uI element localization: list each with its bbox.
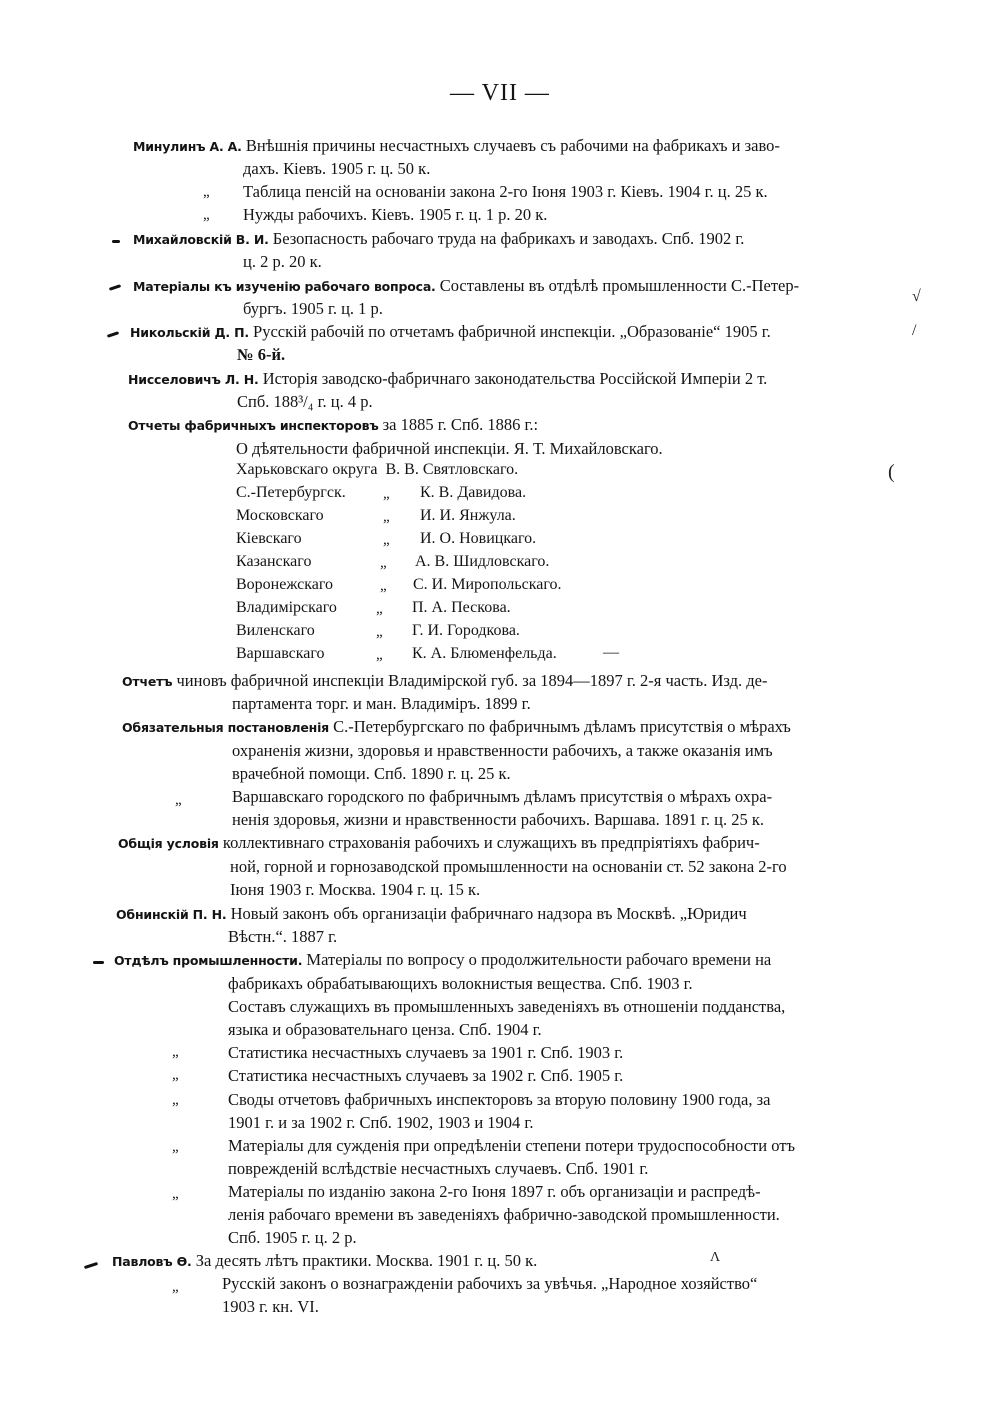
entry-mandatory-line1: [122, 716, 791, 739]
margin-dash-mark: [112, 240, 120, 243]
entry-text: Русскій законъ о вознагражденіи рабочихъ за увѣчья. „Народное хозяйство“: [222, 1274, 758, 1293]
entry-text: Нужды рабочихъ. Кіевъ. 1905 г. ц. 1 р. 20 к.: [243, 205, 548, 224]
entry-text: Безопасность рабочаго труда на фабрикахъ и заводахъ. Спб. 1902 г.: [272, 229, 745, 248]
entry-text: дахъ. Кіевъ. 1905 г. ц. 50 к.: [243, 159, 431, 178]
entry-text: поврежденій вслѣдствіе несчастныхъ случаевъ. Спб. 1901 г.: [228, 1159, 649, 1178]
district: Московскаго: [236, 507, 324, 524]
margin-slash-mark: /: [912, 322, 917, 339]
ditto-mark: „: [376, 624, 383, 640]
ditto-mark: „: [203, 184, 210, 200]
district: Варшавскаго: [236, 645, 325, 662]
ditto-mark: „: [172, 1067, 179, 1083]
entry-text: Своды отчетовъ фабричныхъ инспекторовъ за вторую половину 1900 года, за: [228, 1090, 771, 1109]
entry-text: языка и образовательнаго ценза. Спб. 1904 г.: [228, 1020, 542, 1039]
entry-pavlov-line1: [112, 1250, 537, 1273]
entry-text: бургъ. 1905 г. ц. 1 р.: [243, 299, 383, 318]
author-name: Павловъ Ѳ.: [112, 1254, 192, 1269]
ditto-mark: „: [383, 509, 390, 525]
margin-caret-mark: Λ: [710, 1250, 721, 1265]
entry-text: ненія здоровья, жизни и нравственности рабочихъ. Варшава. 1891 г. ц. 25 к.: [232, 810, 764, 829]
entry-text: охраненія жизни, здоровья и нравственности рабочихъ, а также оказанія имъ: [232, 741, 773, 760]
table-row: [236, 507, 324, 525]
entry-text: ц. 2 р. 20 к.: [243, 252, 322, 271]
entry-text: С.-Петербургскаго по фабричнымъ дѣламъ присутствія о мѣрахъ: [333, 717, 791, 736]
entry-text: Статистика несчастныхъ случаевъ за 1902 г. Спб. 1905 г.: [228, 1066, 624, 1085]
entry-text: Русскій рабочій по отчетамъ фабричной инспекціи. „Образованіе“ 1905 г.: [253, 322, 771, 341]
entry-text: Составъ служащихъ въ промышленныхъ заведеніяхъ въ отношеніи подданства,: [228, 997, 786, 1016]
table-row: [236, 576, 333, 594]
entry-obninsky-line1: [116, 903, 747, 926]
margin-dash-mark: [93, 961, 104, 964]
author-name: Отдѣлъ промышленности.: [114, 953, 303, 968]
table-row: [236, 599, 337, 617]
margin-paren-mark: (: [888, 461, 895, 483]
entry-reports-heading: [128, 414, 538, 437]
author-name: Отчетъ: [122, 674, 173, 689]
ditto-mark: „: [172, 1139, 179, 1155]
entry-nisselovich-line1: [128, 368, 767, 391]
entry-text: Исторія заводско-фабричнаго законодательства Россійской Имперіи 2 т.: [262, 369, 768, 388]
entry-text: Статистика несчастныхъ случаевъ за 1901 г. Спб. 1903 г.: [228, 1043, 624, 1062]
ditto-mark: „: [380, 578, 387, 594]
ditto-mark: „: [383, 486, 390, 502]
inspector-name: К. А. Блюменфельда.: [412, 645, 557, 662]
entry-nikolsky-line1: [130, 321, 771, 344]
entry-text: Таблица пенсій на основаніи закона 2-го Іюня 1903 г. Кіевъ. 1904 г. ц. 25 к.: [243, 182, 768, 201]
district: Кіевскаго: [236, 530, 302, 547]
ditto-mark: „: [380, 555, 387, 571]
entry-text: ной, горной и горнозаводской промышленности на основаніи ст. 52 закона 2-го: [230, 857, 787, 876]
margin-check-mark: √: [912, 288, 921, 305]
entry-text: Вѣстн.“. 1887 г.: [228, 927, 338, 946]
district: Виленскаго: [236, 622, 315, 639]
author-name: Минулинъ А. А.: [133, 139, 242, 154]
entry-mikhailovsky-line1: [133, 228, 744, 251]
entry-text: Спб. 1905 г. ц. 2 р.: [228, 1228, 357, 1247]
entry-text: чиновъ фабричной инспекціи Владимірской губ. за 1894—1897 г. 2-я часть. Изд. де-: [176, 671, 768, 690]
inspector-name: И. И. Янжула.: [420, 507, 516, 524]
inspector-name: П. А. Пескова.: [412, 599, 511, 616]
entry-text: врачебной помощи. Спб. 1890 г. ц. 25 к.: [232, 764, 511, 783]
entry-text: 1901 г. и за 1902 г. Спб. 1902, 1903 и 1904 г.: [228, 1113, 534, 1132]
entry-materials-line1: [133, 275, 799, 298]
author-name: Матеріалы къ изученію рабочаго вопроса.: [133, 279, 436, 294]
entry-text: 1903 г. кн. VI.: [222, 1297, 319, 1316]
entry-text: Матеріалы по вопросу о продолжительности рабочаго времени на: [306, 950, 772, 969]
ditto-mark: „: [376, 647, 383, 663]
inspector-name: А. В. Шидловскаго.: [415, 553, 550, 570]
entry-text: за 1885 г. Спб. 1886 г.:: [382, 415, 539, 434]
entry-text: Іюня 1903 г. Москва. 1904 г. ц. 15 к.: [230, 880, 481, 899]
entry-text: ленія рабочаго времени въ заведеніяхъ фабрично-заводской промышленности.: [228, 1205, 780, 1224]
ditto-mark: „: [175, 792, 182, 808]
author-name: Михайловскій В. И.: [133, 232, 269, 247]
table-row: [236, 553, 311, 571]
entry-text: Внѣшнія причины несчастныхъ случаевъ съ рабочими на фабрикахъ и заво-: [245, 136, 780, 155]
table-row: [236, 622, 315, 640]
entry-text: Варшавскаго городского по фабричнымъ дѣламъ присутствія о мѣрахъ охра-: [232, 787, 773, 806]
entry-industry-dept-line1: [114, 949, 771, 972]
entry-text: № 6-й.: [237, 345, 286, 364]
author-name: Обязательныя постановленія: [122, 720, 330, 735]
author-name: Никольскій Д. П.: [130, 325, 249, 340]
ditto-mark: „: [172, 1044, 179, 1060]
inspector-name: С. И. Миропольскаго.: [413, 576, 562, 593]
entry-text: О дѣятельности фабричной инспекціи. Я. Т. Михайловскаго.: [236, 439, 663, 458]
author-name: Общія условія: [118, 836, 219, 851]
ditto-mark: „: [172, 1092, 179, 1108]
inspector-name: К. В. Давидова.: [420, 484, 527, 501]
author-name: Отчеты фабричныхъ инспекторовъ: [128, 418, 379, 433]
entry-text: партамента торг. и ман. Владиміръ. 1899 г.: [232, 694, 531, 713]
ditto-mark: „: [172, 1279, 179, 1295]
entry-text: Спб. 188³/₄ г. ц. 4 р.: [237, 392, 373, 411]
ditto-mark: „: [172, 1186, 179, 1202]
inspector-name: В. В. Святловскаго.: [385, 461, 519, 478]
page-number: — VII —: [450, 80, 550, 106]
entry-text: Составлены въ отдѣлѣ промышленности С.-Петер-: [439, 276, 800, 295]
entry-report-vladimir-line1: [122, 670, 767, 693]
margin-dash-mark: [84, 1262, 98, 1269]
table-row: [236, 530, 302, 548]
margin-dash-mark: —: [603, 644, 619, 661]
author-name: Обнинскій П. Н.: [116, 907, 227, 922]
inspector-name: И. О. Новицкаго.: [420, 530, 537, 547]
district: Владимірскаго: [236, 599, 337, 616]
table-row: [236, 484, 346, 502]
table-row: [236, 461, 518, 479]
entry-text: коллективнаго страхованія рабочихъ и служащихъ въ предпріятіяхъ фабрич-: [222, 833, 760, 852]
ditto-mark: „: [383, 532, 390, 548]
entry-general-line1: [118, 832, 760, 855]
entry-text: Матеріалы по изданію закона 2-го Іюня 1897 г. объ организаціи и распредѣ-: [228, 1182, 761, 1201]
entry-text: фабрикахъ обрабатывающихъ волокнистыя вещества. Спб. 1903 г.: [228, 974, 693, 993]
entry-minulin-line1: [133, 135, 780, 158]
district: Казанскаго: [236, 553, 312, 570]
entry-text: Матеріалы для сужденія при опредѣленіи степени потери трудоспособности отъ: [228, 1136, 795, 1155]
table-row: [236, 645, 325, 663]
author-name: Нисселовичъ Л. Н.: [128, 372, 259, 387]
margin-dash-mark: [109, 284, 121, 291]
margin-dash-mark: [107, 331, 119, 338]
ditto-mark: „: [376, 601, 383, 617]
district: Харьковскаго округа: [236, 461, 378, 478]
inspector-name: Г. И. Городкова.: [412, 622, 520, 639]
entry-text: Новый законъ объ организаціи фабричнаго надзора въ Москвѣ. „Юридич: [230, 904, 747, 923]
district: Воронежскаго: [236, 576, 333, 593]
district: С.-Петербургск.: [236, 484, 346, 501]
ditto-mark: „: [203, 207, 210, 223]
entry-text: За десять лѣтъ практики. Москва. 1901 г. ц. 50 к.: [195, 1251, 538, 1270]
